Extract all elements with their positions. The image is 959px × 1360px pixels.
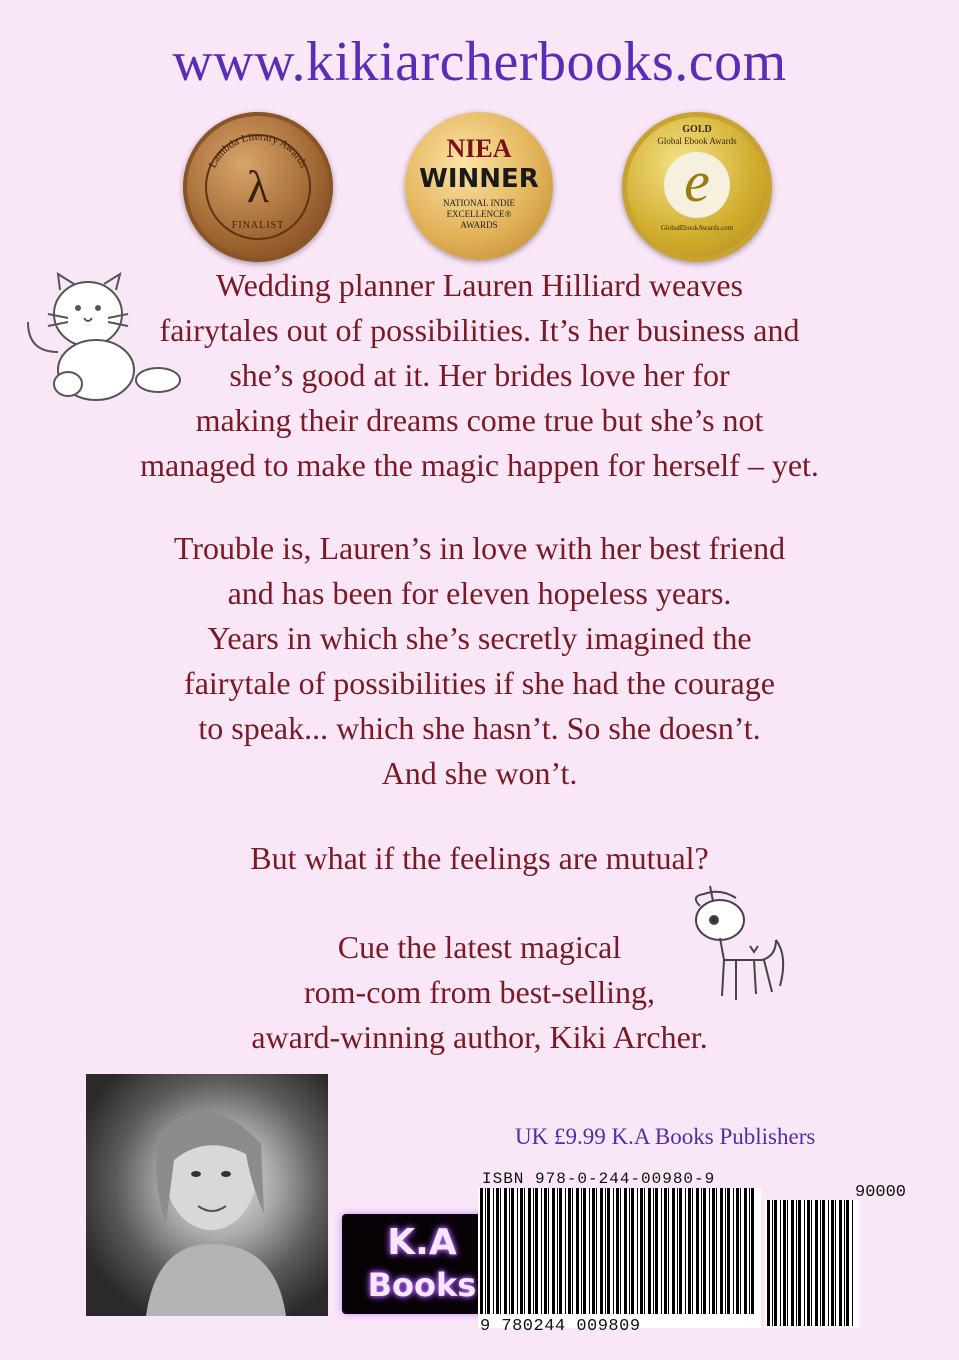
barcode-bar (589, 1188, 590, 1314)
barcode-bar (620, 1188, 621, 1314)
blurb-line: Years in which she’s secretly imagined the (207, 620, 752, 656)
blurb-line: making their dreams come true but she’s not (195, 402, 764, 438)
barcode-bar (780, 1200, 781, 1326)
niea-line4: EXCELLENCE® (446, 209, 512, 219)
global-ebook-award-seal (622, 112, 772, 262)
barcode-bar (664, 1188, 667, 1314)
barcode-bar (796, 1200, 797, 1326)
barcode-bar (709, 1188, 710, 1314)
lambda-ring-text: Lambda Literary Awards (206, 130, 310, 170)
barcode-bar (644, 1188, 645, 1314)
barcode-bar (480, 1188, 483, 1314)
barcode-bar (640, 1188, 643, 1314)
barcode-bar (596, 1188, 597, 1314)
barcode-bar (624, 1188, 627, 1314)
ebook-ring-text: Global Ebook Awards (657, 136, 737, 146)
barcode-bar (740, 1188, 741, 1314)
barcode-bar (677, 1188, 678, 1314)
barcode-bar (701, 1188, 702, 1314)
barcode-bar (815, 1200, 818, 1326)
blurb-line: Cue the latest magical (337, 929, 622, 965)
barcode-bar (716, 1188, 717, 1314)
barcode-bar (648, 1188, 651, 1314)
niea-title: NIEA (446, 134, 512, 163)
barcode-bar (500, 1188, 501, 1314)
blurb-line: managed to make the magic happen for herself – yet. (140, 447, 819, 483)
barcode-bar (655, 1188, 658, 1314)
barcode-bar (828, 1200, 829, 1326)
isbn-text: ISBN 978-0-244-00980-9 (482, 1170, 716, 1188)
barcode-bar (807, 1200, 810, 1326)
barcode-bar (749, 1188, 750, 1314)
barcode-bar (487, 1188, 490, 1314)
blurb-line: fairytales out of possibilities. It’s her business and (159, 312, 800, 348)
barcode-bar (568, 1188, 571, 1314)
logo-line2: Books (367, 1266, 477, 1304)
barcode-bar (751, 1188, 754, 1314)
price-line: UK £9.99 K.A Books Publishers (515, 1124, 816, 1149)
barcode-bar (720, 1188, 723, 1314)
barcode-bar (661, 1188, 662, 1314)
barcode-bar (517, 1188, 518, 1314)
barcode-bar (744, 1188, 747, 1314)
barcode-bar (811, 1200, 812, 1326)
barcode-bar (485, 1188, 486, 1314)
addon-code: 90000 (855, 1183, 907, 1202)
barcode-bar (572, 1188, 573, 1314)
barcode-bar (798, 1200, 801, 1326)
barcode-bar (685, 1188, 686, 1314)
website-url[interactable]: www.kikiarcherbooks.com (172, 31, 787, 93)
barcode-bar (696, 1188, 699, 1314)
barcode-bar (616, 1188, 619, 1314)
barcode-bar (772, 1200, 773, 1326)
barcode-bar (804, 1200, 805, 1326)
ean-barcode (478, 1188, 761, 1328)
barcode-bar (504, 1188, 507, 1314)
barcode-bar (581, 1188, 582, 1314)
barcode-bar (613, 1188, 614, 1314)
barcode-bar (703, 1188, 706, 1314)
barcode-bar (820, 1200, 821, 1326)
barcode-bar (496, 1188, 499, 1314)
barcode-bar (688, 1188, 691, 1314)
barcode-bar (692, 1188, 693, 1314)
barcode-bar (727, 1188, 730, 1314)
barcode-bar (524, 1188, 525, 1314)
blurb-line: rom-com from best-selling, (303, 974, 656, 1010)
barcode-bar (541, 1188, 542, 1314)
barcode-bar (668, 1188, 669, 1314)
lambda-finalist-text: FINALIST (231, 220, 285, 231)
barcode-bar (605, 1188, 606, 1314)
barcode-bar (629, 1188, 630, 1314)
barcode-bar (528, 1188, 531, 1314)
blurb-line: Wedding planner Lauren Hilliard weaves (216, 267, 743, 303)
barcode-bar (592, 1188, 595, 1314)
author-photo (86, 1074, 328, 1316)
barcode-bar (679, 1188, 682, 1314)
barcode-bar (535, 1188, 538, 1314)
blurb-line: award-winning author, Kiki Archer. (251, 1019, 708, 1055)
blurb-line: she’s good at it. Her brides love her for (229, 357, 730, 393)
barcode-bar (533, 1188, 534, 1314)
barcode-bar (822, 1200, 825, 1326)
barcode-bar (767, 1200, 770, 1326)
barcode-bar (493, 1188, 494, 1314)
blurb-line: Trouble is, Lauren’s in love with her best friend (173, 530, 786, 566)
barcode-bar (844, 1200, 845, 1326)
blurb-paragraph-2 (0, 526, 959, 796)
blurb-paragraph-1 (0, 263, 959, 488)
barcode-bar (576, 1188, 579, 1314)
barcode-bar (552, 1188, 555, 1314)
barcode-bar (725, 1188, 726, 1314)
barcode-bar (600, 1188, 603, 1314)
logo-line1: K.A (387, 1222, 457, 1263)
barcode-bar (736, 1188, 739, 1314)
barcode-bar (835, 1200, 836, 1326)
ebook-e-symbol: e (684, 149, 710, 214)
barcode-bar (672, 1188, 675, 1314)
ean-digits: 9 780244 009809 (480, 1317, 641, 1336)
lambda-symbol: λ (246, 161, 270, 212)
blurb-line: and has been for eleven hopeless years. (227, 575, 732, 611)
ebook-site-text: GlobalEbookAwards.com (660, 224, 734, 232)
lambda-award-seal (183, 112, 333, 262)
barcode-bar (831, 1200, 834, 1326)
barcode-bar (712, 1188, 715, 1314)
barcode-bar (852, 1200, 853, 1326)
barcode-bar (791, 1200, 794, 1326)
barcode-bar (511, 1188, 514, 1314)
barcode-bar (559, 1188, 562, 1314)
barcode-bar (774, 1200, 777, 1326)
barcode-bar (846, 1200, 849, 1326)
addon-barcode (765, 1200, 859, 1328)
barcode-bar (565, 1188, 566, 1314)
blurb-line: But what if the feelings are mutual? (250, 840, 709, 876)
niea-award-seal (405, 112, 553, 260)
blurb-line: And she won’t. (381, 755, 578, 791)
blurb-line: to speak... which she hasn’t. So she doesn’t. (198, 710, 761, 746)
barcode-bar (557, 1188, 558, 1314)
blurb-paragraph-4 (0, 925, 959, 1060)
niea-line5: AWARDS (460, 220, 498, 230)
barcode-bar (520, 1188, 523, 1314)
blurb-line: fairytale of possibilities if she had the courage (184, 665, 775, 701)
barcode-bar (733, 1188, 734, 1314)
barcode-bar (787, 1200, 788, 1326)
barcode-bar (544, 1188, 547, 1314)
barcode-bar (653, 1188, 654, 1314)
barcode-bar (783, 1200, 786, 1326)
barcode-bar (583, 1188, 586, 1314)
barcode-bar (509, 1188, 510, 1314)
niea-line3: NATIONAL INDIE (443, 198, 515, 208)
blurb-paragraph-3 (0, 836, 959, 881)
barcode-bar (637, 1188, 638, 1314)
niea-winner: WINNER (419, 164, 539, 194)
barcode-bar (631, 1188, 634, 1314)
barcode-bar (839, 1200, 842, 1326)
barcode-bar (548, 1188, 549, 1314)
barcode-bar (607, 1188, 610, 1314)
gold-text: GOLD (682, 124, 712, 135)
